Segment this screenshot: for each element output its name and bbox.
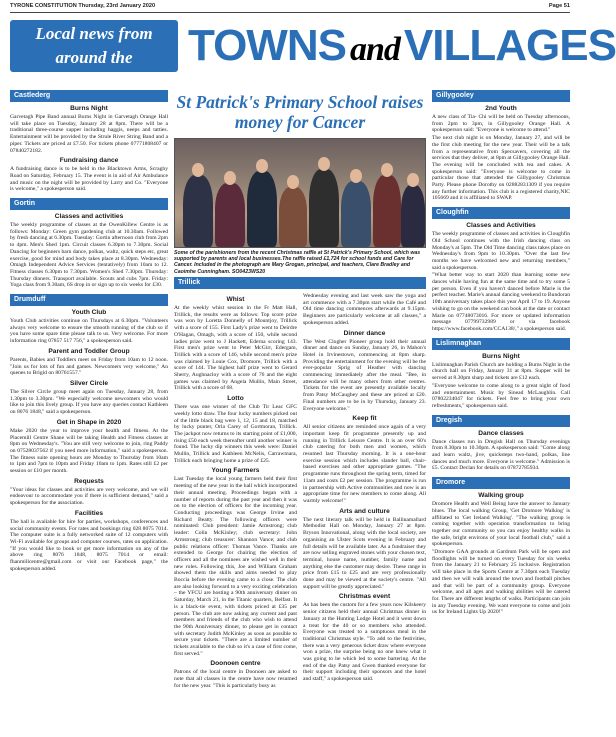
headline-whist: Whist	[226, 296, 245, 303]
right-column	[432, 90, 570, 731]
article-burns-night: Garvetagh Pipe Band annual Burns Night in Garvetagh Orange Hall will take place on Tuesday, January 28 at 8pm. There will be a traditional three-course supper including haggis, neeps and tatties. Entertainment will be provided by the Strule River String Band and a piper. Tickets are priced at £7.50. For tickets phone 07771808407 or 07840272182.	[10, 114, 168, 154]
headline-requests: Requests	[74, 477, 104, 485]
article-doonoen: Patrons of the local centre in Doonoen are asked to note that all classes in the centre have now resumed for the new year. "This is particularly busy as	[174, 669, 297, 689]
center-articles	[174, 293, 426, 731]
section-gortin: Gortin	[10, 198, 168, 210]
headline-cloughfin: Classes and Activities	[466, 222, 536, 230]
section-castlederg: Castlederg	[10, 90, 168, 102]
center-subcolumn-right	[303, 293, 426, 731]
running-header	[10, 3, 570, 13]
masthead	[10, 16, 616, 76]
headline-lotto: Lotto	[227, 395, 244, 403]
masthead-word-villages: VILLAGES	[403, 21, 616, 70]
article-keepfit: All senior citizens are reminded once again of a very important keep fit programme presently up and running in Trillick Leisure Centre. It is an over 60's club catering for both men and women, which resumed last Thursday morning. It is a one-hour exercise session which includes slander ball, chair-based exercises and other appropriate games. "The programme runs throughout the spring term, timed for 11am and costs £2 per session. The programme is run in partnership with Active communities and now is an appropriate time for new members to come along. All warmly welcome!"	[303, 424, 426, 504]
article-lislimnaghan-2: "Everyone welcome to come along to a great night of food and entertainment. Music by Sinead McLaughlin. Call 07802234047 for tickets. Feel free to bring your own refreshments," spokesperson said.	[432, 382, 570, 409]
headline-fundraising: Fundraising dance	[59, 157, 119, 165]
article-gillygooley-2: The next club night is on Monday, January 27, and will be the first club meeting for the new year. Their will be a talk from a representative from Specsavers, covering all the services that they deliver, at 8pm at Gillygooley Orange Hall. The evening will be concluded with tea and cakes. A spokesperson said: "Everyone is welcome to come in particular those that attended the Gillygooley Christmas Party. Please phone Dorothy on 02882831309 if you require any further information. This club is a registered charity,NIC 105669 and it is affiliated to SWAP.	[432, 135, 570, 202]
article-dromore: Dromore Health and Well Being have the answer to January blues. The local walking Group, 'Get Dromore Walking' is affiliated to 'Get Ireland Walking'. "The walking group is coming together with operation transformation to bring together our community so you can enjoy healthy walks in the safe, bright environs of your local football club," said a spokesperson.	[432, 501, 570, 548]
center-subcolumn-left	[174, 293, 297, 731]
article-lotto: There was one winner of the Club Tir Leac GFC weekly lotto draw. The four lucky numbers picked out of the little black bag were 1, 12, 15 and 18, matched by lucky punter, Orla Carey of Gortmoran, Trillick. The jackpot now returns to its starting point of £1,000, rising £50 each week thereafter until another winner is found. The lucky dip winners this week were: Daniel Mullin, Trillick and Kathleen McNelis, Carrawmara, Trillick each bringing home a prize of £25.	[174, 404, 297, 464]
article-fundraising: A fundraising dance is to be held in the Blacktown Arms, Scraghy Road on Saturday, February 15. The event is in aid of Air Ambulance and music on the night will be provided by Larry and Co. "Everyone is welcome," a spokesperson said.	[10, 166, 168, 193]
article-youth: Youth Club activities continue on Thursdays at 6.30pm. "Volunteers always very welcome to ensure the smooth running of the club so if you have some spare time please talk to us. Very welcome. For more information ring 07857 517 756," a spokesperson said.	[10, 318, 168, 345]
headline-keepfit: Keep fit	[352, 415, 377, 423]
article-dromore-2: "Dromore GAA grounds at Gardrum Park will be open and floodlights will be turned on every Tuesday for six weeks from the January 21 to February 25 inclusive. Registration will take place in the Sports Centre at 7.30pm each Tuesday and then we will walk around the town and football pitches and that will be part of a community group. Everyone welcome, and all ages and walking abilities will be catered for. There are different lengths of walks. Participants can join in any Tuesday evening. We want everyone to come and join us for Ireland Lights Up 2020!"	[432, 549, 570, 616]
masthead-line1: Local news from	[35, 24, 153, 43]
headline-shape: Get in Shape in 2020	[56, 418, 122, 426]
headline-doonoen: Doonoen centre	[210, 660, 261, 668]
photo-caption: Some of the parishioners from the recent Christmas raffle at St Patrick's Primary School, which was supported by parents and local businesses.The raffle raised £1,724 for school funds and Care for Cancer. Included in the photograph are Mary Grogan, principal, and teachers, Clare Bradley and Caoimhe Cunningham. SO0423WS20	[174, 250, 421, 275]
article-arts: The next literary talk will be held in Ballinamallard Methodist Hall on Monday, January 27 at 8pm. Bryson Innovational, along with the local society, are organising an Ulster Scots evening in February and full details will be available later. As a fundraiser they are now selling engraved stones with your chosen text, terminal, house name, number, family name and anything else the customer may desire. These range in price from £15 to £25 and are very professionally done and may be viewed at the society's centre. "All support will be greatly appreciated."	[303, 516, 426, 590]
headline-dinner: Dinner dance	[343, 329, 386, 337]
article-parent: Parents, Babies and Toddlers meet on Friday from 10am to 12 noon. "Join us for lots of fun and games. Newcomers very welcome," An quenes to Brigid on 80761557."	[10, 356, 168, 377]
section-gillygooley: Gillygooley	[432, 90, 570, 102]
article-christmas: As has been the custom for a few years now Kilskeery senior citizens held their annual Christmas dinner in January at the Hunting Lodge Hotel and it went down a treat for the 40 or so members who attended. Everyone was treated to a sumptuous meal in the traditional Christmas style. "To add to the festivities, there was a very generous ticket draw where everyone won a prize, the surprise being no one knew what it was going to be which led to some bartering. At the end of the day Patsy and Gwen thanked everyone for their support including their sponsors and the hotel and staff," a spokesperson said.	[303, 602, 426, 683]
header-page-number: Page 51	[548, 3, 570, 9]
school-photo	[174, 138, 426, 248]
headline-parent: Parent and Toddler Group	[48, 347, 130, 355]
headline-dregish: Dance classes	[478, 429, 524, 437]
section-drumduff: Drumduff	[10, 294, 168, 306]
headline-dromore: Walking group	[478, 492, 524, 500]
article-wednesday: Wednesday evening and last week saw the yoga and art commence with a 7.30pm start while the Café and Old time dancing commences afterwards at 9.15pm. Beginners are particularly welcome at all classes," a spokesperson added.	[303, 293, 426, 326]
article-silver: The Silver Circle group meet again on Tuesday, January 28, from 1.30pm to 3.30pm. "We especially welcome newcomers who would like to join this lively group. If you have any queries contact Kathleen on 8076 1848," said a spokesperson.	[10, 388, 168, 416]
article-dinner: The West Clogher Pioneer group hold their annual dinner and dance on Sunday, January 26, in Mahon's Hotel in Irvinestown, commencing at 8pm sharp. Providing the entertainment for the evening will be the ever-popular Sprig of Heather with dancing commencing immediately after the meal. "Bee, in attendance will be many others from other centres. Tickets for the event are presently available locally from Patsy McCaughey and these are priced at £20. Final numbers are to be in by Thursday, January 23. Everyone welcome."	[303, 338, 426, 412]
article-gillygooley: A new class of Tia- Chi will be held on Tuesday afternoons, from 2pm to 3pm, in Gillygooley Orange Hall. A spokesperson said: "Everyone is welcome to attend."	[432, 114, 570, 134]
section-dromore: Dromore	[432, 477, 570, 489]
headline-silver: Silver Circle	[69, 379, 109, 387]
headline-facilities: Facilities	[74, 509, 104, 517]
article-shape: Make 2020 the year to improve your health and fitness. At the Placemill Centre Shane will be taking Health and Fitness classes at 8pm on Wednesday's. "You are still very welcome to join, ring Paddy on 07528037562 if you need more information," said a spokesperson. The fitness suite opening hours are Monday to Thursday from 10am to 1pm and 7pm to 10pm and Friday 10am to 1pm. Rates still £2 per session or £10 per month.	[10, 427, 168, 475]
article-young-farmers: Last Tuesday the local young farmers held their first meeting of the new year in the hall which incorporated their annual meeting. Proceedings began with a number of reports during the past year and then it was on to the election of officers for the incoming year. Conducting proceedings was George Irvine and Richard Beatty. The following officers were nominated: Club president: Jamie Armstrong; club leader: Colin McKinley; club secretary: John Armstrong; club treasurer: Shannon Vance; and club public relations officer: Thomas Vance. Thanks are extended to George for chairing the election of officers and all the nominees are wished well in their new roles. Following this, Joe and William Graham showed them the skills and aims needed to play Boccia before the evening came to a close. The club are also looking forward to a very exciting celebration – the YFCU are hosting a 90th anniversary dinner on Saturday, March 21, in the Titanic quarters, Belfast. It is a black-tie event, with tickets priced at £35 per person. The club are now asking any current and past members and friends of the club who wish to attend the 90th Anniversary dinner, to please get in contact with secretary Judith McKinley as soon as possible to secure your tickets. "There are a limited number of tickets available to the club so it's a case of first come, first served."	[174, 476, 297, 657]
masthead-tagline-box	[10, 20, 178, 72]
article-whist: At the weekly whist session in the Fr Matt Hall, Trillick, the results were as follows: Top score prize was won by Loretta Donnelly of Mountjoy, Trillick with a score of 155. First Lady's prize went to Deirdre O'Hagan, Omagh, with a score of 150, while second ladies prize went to J Hackett, Ederna scoring 143. First men's prize went to Peter McGirr, Edergam, Trillick with a score of 146, while second men's prize was claimed by Louie Cox, Dromore, Trillick with a score of 144. The highest half prize went to Gerard Sherry, Aughnacloy with a score of 76 and the eight games was claimed by Angela Mullin, Main Street, Trillick with a score of 68.	[174, 305, 297, 392]
article-cloughfin-2: "What better way to start 2020 than learning some new dances while having fun at the same time and to try some 5 per person. Even if you haven't danced before Marie is the perfect teacher. Marie's annual dancing weekend to Bundoran 10th anniversary takes place this year April 17 to 19. Anyone wishing to go on the weekend can book at the date or contact Marie on 07748073016. For more or updated information message 07799732989 or via facebook https://www.facebook.com/CCA138/," a spokesperson said.	[432, 272, 570, 332]
masthead-line2: around the	[55, 48, 133, 67]
section-dregish: Dregish	[432, 415, 570, 427]
masthead-word-towns: TOWNS	[188, 21, 346, 70]
headline-young-farmers: Young Farmers	[211, 467, 260, 475]
article-facilities: The hall is available for hire for parties, workshops, conferences and social community events. For rates and bookings ring 028 8075 7014. The computer suite is a fully networked suite of 12 computers with Wi-Fi available for groups and computer courses, rates on application. "If you would like to book or get more information on any of the above ring 8076 1848, 8075 7014 or email: fhanmillcentre@gmail.com or visit our Facebook page," the spokesperson added.	[10, 518, 168, 572]
main-headline: St Patrick's Primary School raises money for Cancer	[176, 92, 424, 132]
section-trillick: Trillick	[174, 277, 426, 289]
headline-classes: Classes and activities	[54, 213, 124, 221]
article-cloughfin: The weekly programme of classes and activities in Cloughfin Old School continues with the Irish dancing class on Monday's at 5pm. The Old Time dancing class takes place on Wednesday's from 9pm to 10.30pm. "Over the last few months we have welcomed new and returning members," said a spokesperson.	[432, 231, 570, 271]
header-publication: TYRONE CONSTITUTION Thursday, 23rd January 2020	[10, 3, 156, 9]
headline-gillygooley: 2nd Youth	[485, 105, 517, 112]
left-column	[10, 90, 168, 731]
masthead-and: and	[349, 31, 400, 68]
article-dregish: Dance classes run in Dregish Hall on Thursday evenings from 8.30pm to 10.30pm. A spokesperson said: "Come along and learn waltz, jive, quicksteps two-hand, polkas, line dances and much more. Everyone is welcome." Admission is £5. Contact Declan for details on 07872785934.	[432, 438, 570, 472]
article-classes: The weekly programme of classes at the OwenKillew Centre is as follows: Monday: Green gym gardening club at 10.30am. Followed by fresh dancing at 6.30pm. Tuesday: Gortin afternoon club from 2pm to 4pm. Men's Shed 1pm. Circuit classes 6.30pm to 7.30pm. Social Dancing for beginners barn dance, polkas, waltz, quick steps etc, great exercise, good for mind and body takes place at 8.30pm. Wednesday: Omagh Independent Advice Services (tentatively) from 10am to 12. Fitness classes 6.30pm to 7.30pm. Women's Shed 7.30pm. Thursday: Thursday dinners. Transport available. Scouts and cubs 7pm. Friday: Yoga class from 9.30am, 6S drop in or sign up to six weeks for £30.	[10, 222, 168, 289]
headline-burns-night: Burns Night	[70, 105, 108, 112]
headline-youth: Youth Club	[71, 309, 107, 317]
headline-lislimnaghan: Burns Night	[482, 352, 520, 360]
section-lislimnaghan: Lislimnaghan	[432, 338, 570, 350]
article-lislimnaghan: Lislimnaghan Parish Church are holding a Burns Night in the church hall on Friday, January 31 at 8pm. Supper will be served at 8.30pm sharp and tickets are £12 each.	[432, 361, 570, 382]
headline-christmas: Christmas event	[338, 593, 391, 601]
masthead-title	[188, 16, 616, 76]
article-requests: "Your ideas for classes and activities are very welcome, and we will endeavour to accommodate you if there is sufficient demand," said a spokesperson for the association.	[10, 486, 168, 507]
headline-arts: Arts and culture	[339, 507, 390, 515]
section-cloughfin: Cloughfin	[432, 207, 570, 219]
